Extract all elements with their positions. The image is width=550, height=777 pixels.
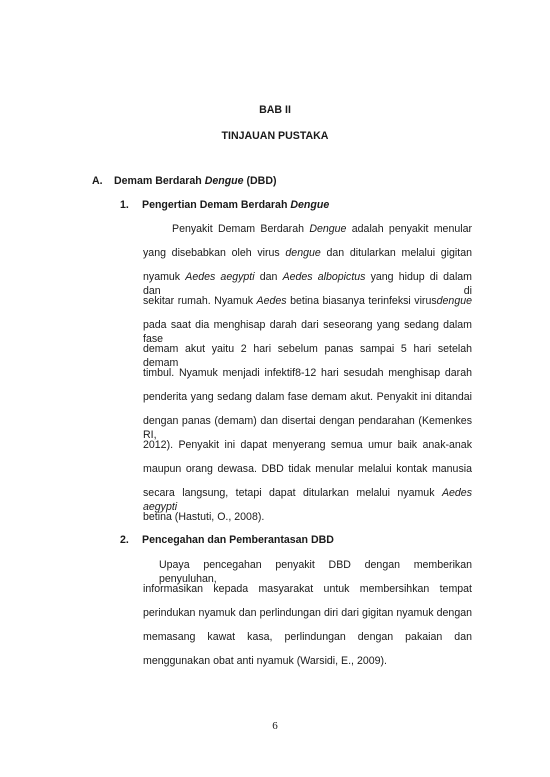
page-number: 6 xyxy=(272,720,278,732)
paragraph-1-line: yang disebabkan oleh virus dengue dan ditularkan melalui gigitan xyxy=(143,247,472,259)
subsection-2-number: 2. xyxy=(120,534,129,546)
paragraph-1-line: nyamuk Aedes aegypti dan Aedes albopictus yang hidup di dalam dan di xyxy=(143,271,473,297)
paragraph-1-line: sekitar rumah. Nyamuk Aedes betina biasanya terinfeksi virusdengue xyxy=(143,295,472,307)
subsection-2-heading: 2. Pencegahan dan Pemberantasan DBD xyxy=(120,534,334,546)
chapter-label: BAB II xyxy=(259,104,291,116)
section-a-heading: A. Demam Berdarah Dengue (DBD) xyxy=(92,175,277,187)
paragraph-1-line: maupun orang dewasa. DBD tidak menular melalui kontak manusia xyxy=(143,463,472,475)
section-a-label: A. xyxy=(92,175,103,187)
paragraph-2-line: perindukan nyamuk dan perlindungan diri dari gigitan nyamuk dengan xyxy=(143,607,472,619)
chapter-title: TINJAUAN PUSTAKA xyxy=(221,130,329,142)
paragraph-1-line: penderita yang sedang dalam fase demam akut. Penyakit ini ditandai xyxy=(143,391,472,403)
paragraph-2-line: memasang kawat kasa, perlindungan dengan pakaian dan xyxy=(143,631,472,643)
paragraph-1-line: demam akut yaitu 2 hari sebelum panas sampai 5 hari setelah demam xyxy=(143,343,472,369)
paragraph-1-line: secara langsung, tetapi dapat ditularkan melalui nyamuk Aedes aegypti xyxy=(143,487,472,513)
paragraph-1-line: pada saat dia menghisap darah dari seseorang yang sedang dalam fase xyxy=(143,319,472,345)
paragraph-1-line: timbul. Nyamuk menjadi infektif8-12 hari sesudah menghisap darah xyxy=(143,367,472,379)
paragraph-2-line: Upaya pencegahan penyakit DBD dengan memberikan penyuluhan, xyxy=(159,559,472,585)
paragraph-2-line: informasikan kepada masyarakat untuk membersihkan tempat xyxy=(143,583,472,595)
paragraph-1-line: Penyakit Demam Berdarah Dengue adalah penyakit menular xyxy=(172,223,472,235)
paragraph-1-line: 2012). Penyakit ini dapat menyerang semua umur baik anak-anak xyxy=(143,439,472,451)
paragraph-2-line: menggunakan obat anti nyamuk (Warsidi, E., 2009). xyxy=(143,655,387,667)
paragraph-1-line: dengan panas (demam) dan disertai dengan pendarahan (Kemenkes RI, xyxy=(143,415,472,441)
paragraph-1-line: betina (Hastuti, O., 2008). xyxy=(143,511,265,523)
subsection-1-number: 1. xyxy=(120,199,129,211)
subsection-1-heading: 1. Pengertian Demam Berdarah Dengue xyxy=(120,199,330,211)
